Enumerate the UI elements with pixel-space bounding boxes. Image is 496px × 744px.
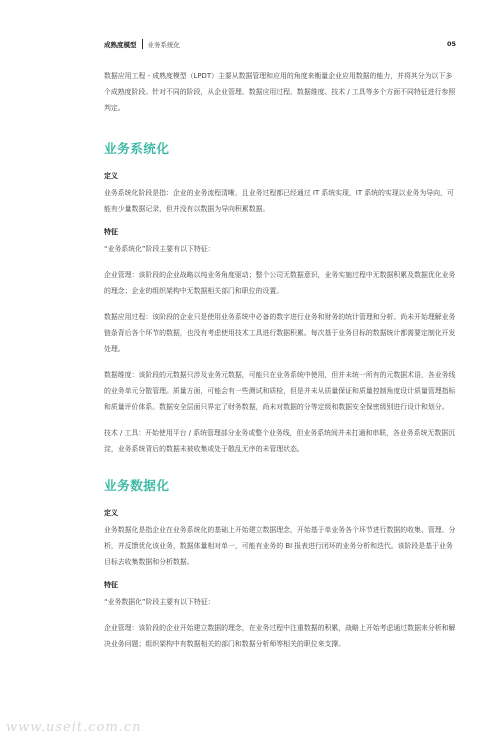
header-section-label: 业务系统化 [147, 40, 180, 49]
page-content [104, 68, 456, 662]
intro-paragraph: 数据应用工程 - 成熟度模型（LPDT）主要从数据管理和应用的角度来衡量企业应用数据的能力，并将其分为以下多个成熟度阶段。针对不同的阶段，从企业管理、数据应用过程、数据维度、技术 / 工具等多个方面不同特征进行参照判定。 [104, 72, 456, 112]
feature-technology-tools: 技术 / 工具：开始使用平台 / 系统管理部分业务或整个业务线，但业务系统间并未打通和串联，各业务系统无数据沉淀，业务系统背后的数据未被收集或处于散乱无序的未管理状态。 [104, 429, 456, 453]
header-model-label: 成熟度模型 [104, 40, 137, 49]
feature-enterprise-management: 企业管理：该阶段的企业开始建立数据的理念，在业务过程中注重数据的积累，战略上开始考虑通过数据来分析和解决业务问题；组织架构中有数据相关的部门和数据分析师等相关的职位来支撑。 [104, 624, 456, 648]
header-divider [142, 39, 143, 49]
watermark: www.useit.com.cn [6, 720, 142, 735]
feature-enterprise-management: 企业管理：该阶段的企业战略以纯业务角度驱动；整个公司无数据意识，业务实施过程中无数据积累及数据优化业务的理念；企业的组织架构中无数据相关部门和职位的设置。 [104, 271, 456, 295]
definition-paragraph: 业务系统化阶段是指：企业的业务流程清晰，且业务过程都已经通过 IT 系统实现，IT 系统的实现以业务为导向，可能有少量数据记录，但并没有以数据为导向积累数据。 [104, 189, 454, 213]
feature-data-dimension: 数据维度：该阶段的元数据只涉及业务元数据，可能只在业务系统中使用，但并未统一所有的元数据术语，各业务线的业务单元分散管理。质量方面，可能会有一些测试和质检，但是并未从质量保证和质量控制角度设计质量管理指标和质量评价体系。数据安全层面只界定了财务数据，尚未对数据的分等定级和数据安全保密级别进行设计和划分。 [104, 371, 456, 411]
definition-heading: 定义 [104, 172, 118, 180]
features-heading: 特征 [104, 228, 118, 236]
page-number: 05 [446, 40, 456, 48]
definition-paragraph: 业务数据化是指企业在业务系统化的基础上开始建立数据理念，开始基于单业务各个环节进行数据的收集、管理、分析，并反馈优化该业务，数据体量相对单一，可能有业务的 BI 报表进行闭环的业务分析和迭代。该阶段是基于业务目标去收集数据和分析数据。 [104, 526, 456, 566]
section-title-business-systemization: 业务系统化 [104, 141, 170, 156]
features-heading: 特征 [104, 581, 118, 589]
section-title-business-datafication: 业务数据化 [104, 478, 170, 493]
features-intro: “业务系统化”阶段主要有以下特征： [104, 245, 215, 253]
feature-data-application-process: 数据应用过程：该阶段的企业只是使用业务系统中必备的数字进行业务和财务的统计管理和分析。尚未开始理解业务链条背后各个环节的数据，也没有考虑使用技术工具进行数据积累。每次基于业务目标的数据统计都需要定制化开发处理。 [104, 313, 456, 353]
definition-heading: 定义 [104, 509, 118, 517]
page-header [104, 37, 456, 51]
features-intro: “业务数据化”阶段主要有以下特征： [104, 598, 215, 606]
